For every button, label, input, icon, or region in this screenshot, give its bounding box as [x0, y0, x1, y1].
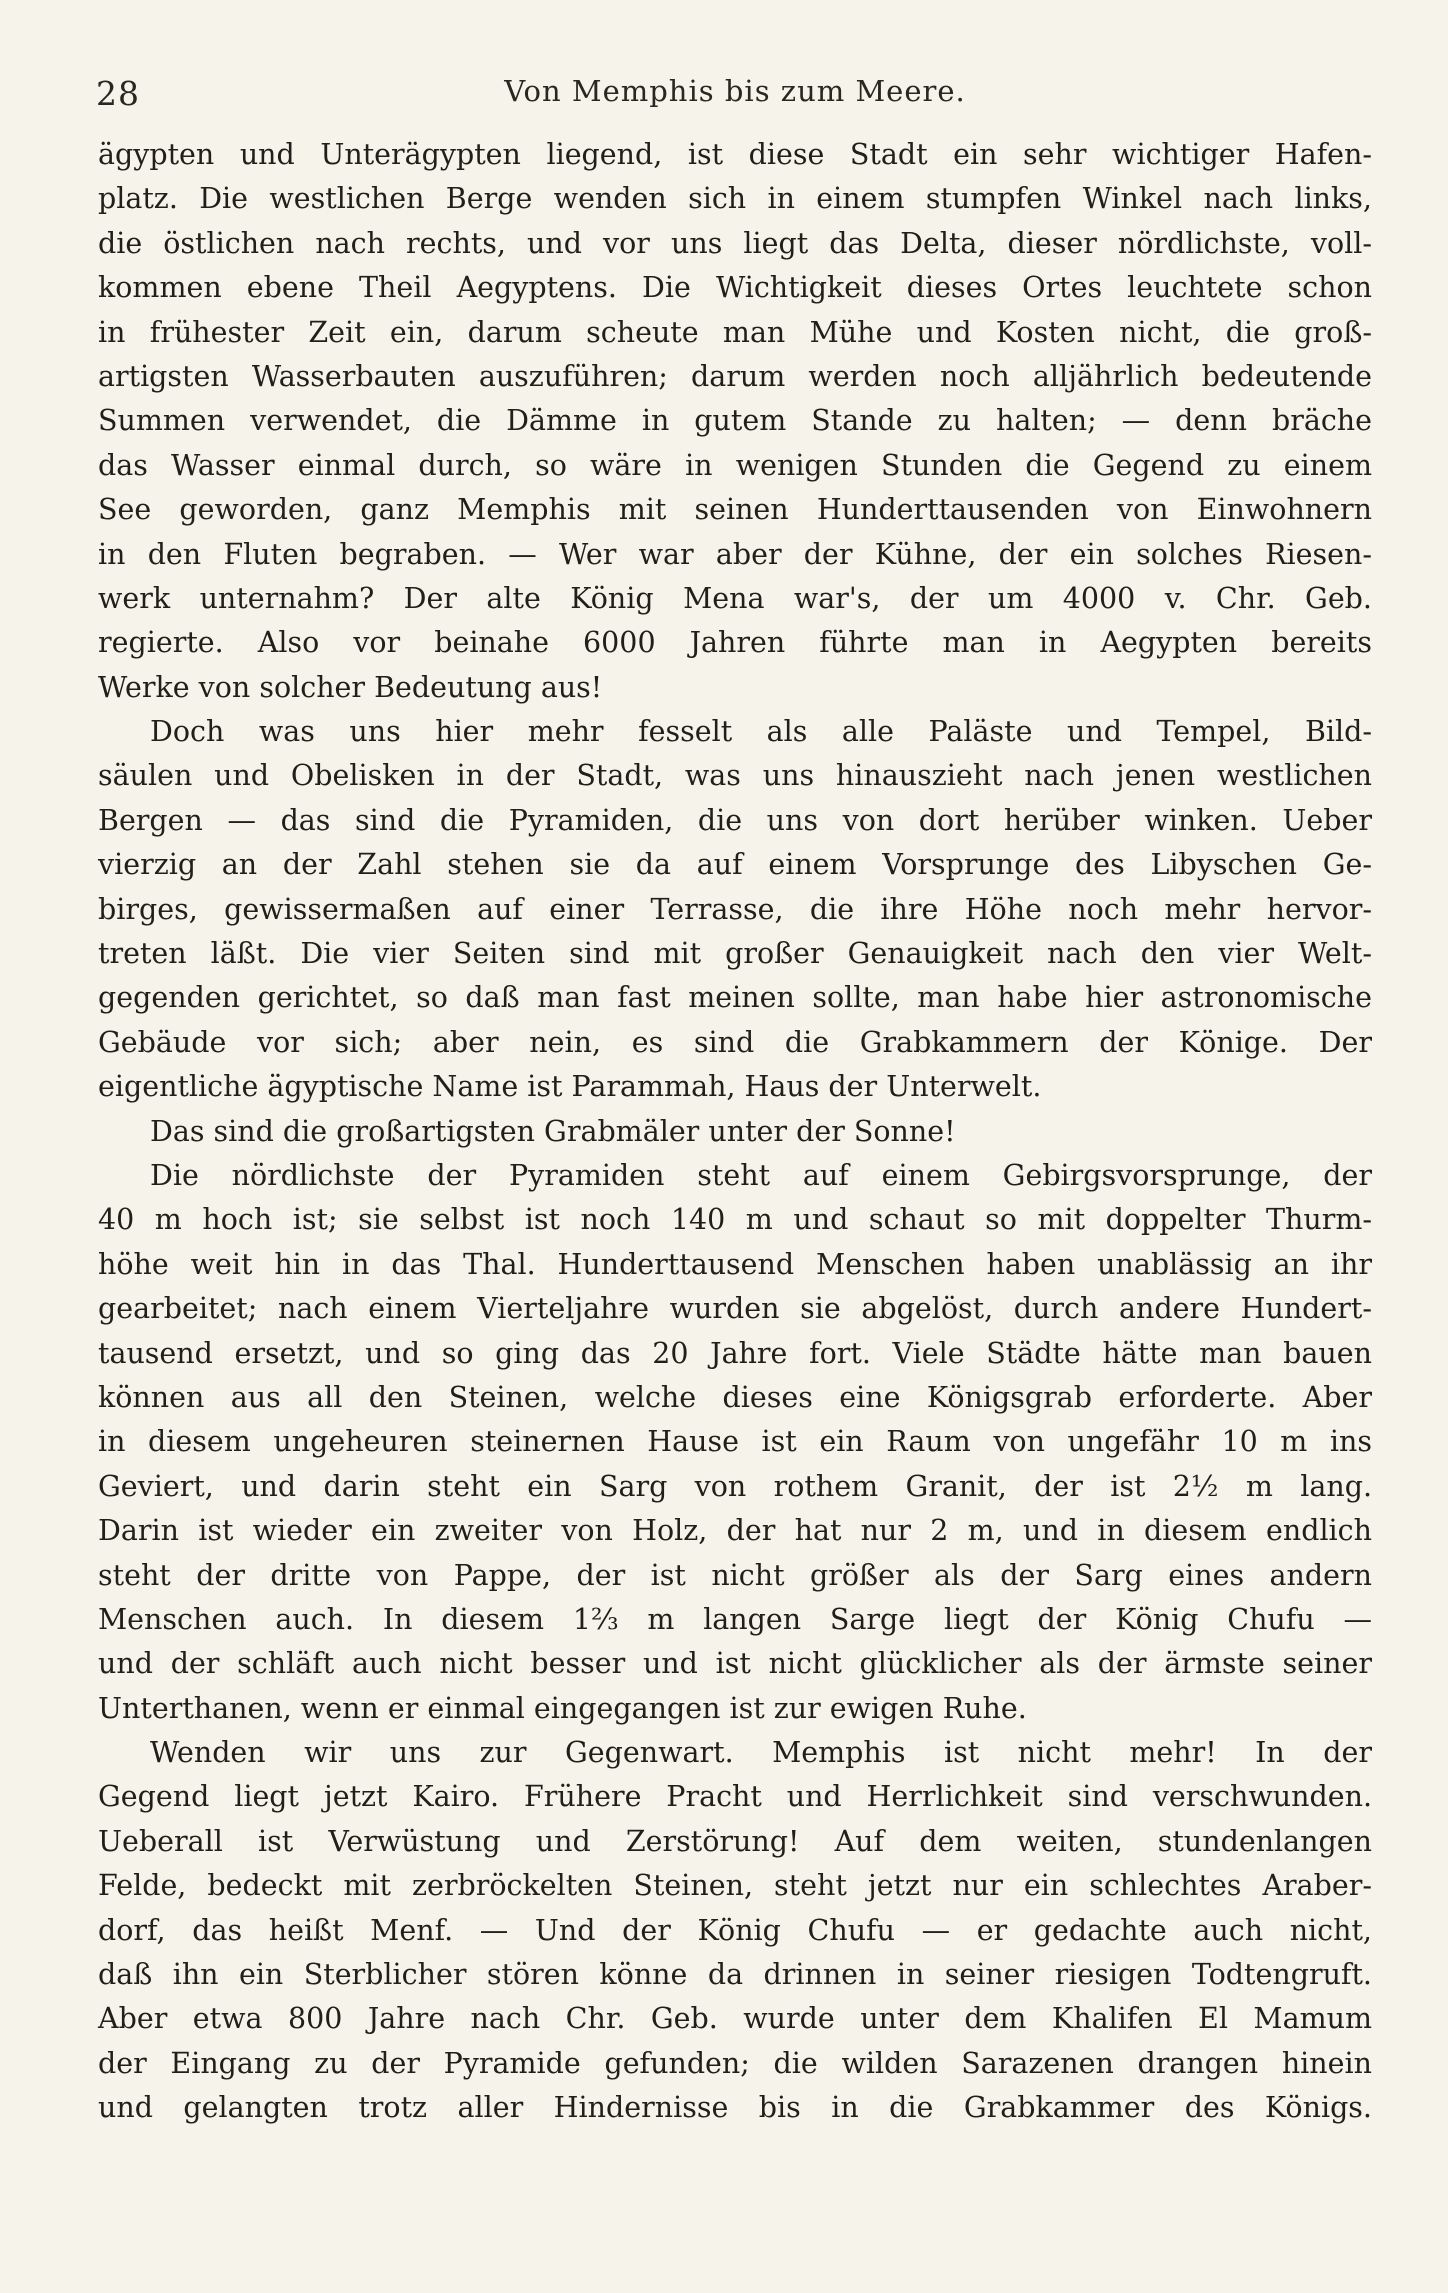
text-line: Aber etwa 800 Jahre nach Chr. Geb. wurde unter dem Khalifen El Mamum [98, 2002, 1372, 2036]
running-title: Von Memphis bis zum Meere. [504, 74, 966, 108]
text-line: und der schläft auch nicht besser und ist nicht glücklicher als der ärmste seiner [98, 1647, 1372, 1681]
text-line: säulen und Obelisken in der Stadt, was uns hinauszieht nach jenen westlichen [98, 759, 1372, 793]
text-line: können aus all den Steinen, welche dieses eine Königsgrab erforderte. Aber [98, 1380, 1372, 1414]
text-line: eigentliche ägyptische Name ist Parammah, Haus der Unterwelt. [98, 1070, 1042, 1104]
text-line: höhe weit hin in das Thal. Hunderttausend Menschen haben unablässig an ihr [98, 1247, 1372, 1281]
text-line: Menschen auch. In diesem 1⅔ m langen Sarge liegt der König Chufu — [98, 1602, 1372, 1636]
text-line: Summen verwendet, die Dämme in gutem Stande zu halten; — denn bräche [98, 404, 1372, 438]
text-line: Wenden wir uns zur Gegenwart. Memphis ist nicht mehr! In der [150, 1736, 1372, 1770]
text-line: in diesem ungeheuren steinernen Hause ist ein Raum von ungefähr 10 m ins [98, 1425, 1372, 1459]
text-line: Gebäude vor sich; aber nein, es sind die Grabkammern der Könige. Der [98, 1025, 1372, 1059]
text-line: Die nördlichste der Pyramiden steht auf einem Gebirgsvorsprunge, der [150, 1158, 1372, 1192]
text-line: Darin ist wieder ein zweiter von Holz, der hat nur 2 m, und in diesem endlich [98, 1514, 1372, 1548]
text-line: birges, gewissermaßen auf einer Terrasse, die ihre Höhe noch mehr hervor- [98, 892, 1372, 926]
text-line: Geviert, und darin steht ein Sarg von rothem Granit, der ist 2½ m lang. [98, 1469, 1372, 1503]
text-line: daß ihn ein Sterblicher stören könne da drinnen in seiner riesigen Todtengruft. [98, 1958, 1372, 1992]
text-line: das Wasser einmal durch, so wäre in wenigen Stunden die Gegend zu einem [98, 448, 1372, 482]
text-line: artigsten Wasserbauten auszuführen; darum werden noch alljährlich bedeutende [98, 359, 1372, 393]
text-line: platz. Die westlichen Berge wenden sich in einem stumpfen Winkel nach links, [98, 182, 1372, 216]
text-line: und gelangten trotz aller Hindernisse bis in die Grabkammer des Königs. [98, 2091, 1372, 2125]
text-line: 40 m hoch ist; sie selbst ist noch 140 m und schaut so mit doppelter Thurm- [98, 1203, 1372, 1237]
page-number: 28 [96, 74, 140, 113]
text-line: Ueberall ist Verwüstung und Zerstörung! Auf dem weiten, stundenlangen [98, 1824, 1372, 1858]
text-line: treten läßt. Die vier Seiten sind mit großer Genauigkeit nach den vier Welt- [98, 937, 1372, 971]
text-line: gearbeitet; nach einem Vierteljahre wurden sie abgelöst, durch andere Hundert- [98, 1292, 1372, 1326]
text-line: regierte. Also vor beinahe 6000 Jahren führte man in Aegypten bereits [98, 626, 1372, 660]
page-header [96, 68, 1374, 118]
text-line: Gegend liegt jetzt Kairo. Frühere Pracht und Herrlichkeit sind verschwunden. [98, 1780, 1372, 1814]
text-line: Bergen — das sind die Pyramiden, die uns von dort herüber winken. Ueber [98, 803, 1372, 837]
text-line: werk unternahm? Der alte König Mena war's, der um 4000 v. Chr. Geb. [98, 581, 1372, 615]
text-line: Werke von solcher Bedeutung aus! [98, 670, 603, 704]
body-text [98, 133, 1372, 2131]
text-line: Felde, bedeckt mit zerbröckelten Steinen, steht jetzt nur ein schlechtes Araber- [98, 1869, 1372, 1903]
text-line: gegenden gerichtet, so daß man fast meinen sollte, man habe hier astronomische [98, 981, 1372, 1015]
text-line: kommen ebene Theil Aegyptens. Die Wichtigkeit dieses Ortes leuchtete schon [98, 271, 1372, 305]
text-line: steht der dritte von Pappe, der ist nicht größer als der Sarg eines andern [98, 1558, 1372, 1592]
text-line: See geworden, ganz Memphis mit seinen Hunderttausenden von Einwohnern [98, 493, 1372, 527]
text-line: vierzig an der Zahl stehen sie da auf einem Vorsprunge des Libyschen Ge- [98, 848, 1372, 882]
text-line: tausend ersetzt, und so ging das 20 Jahre fort. Viele Städte hätte man bauen [98, 1336, 1372, 1370]
text-line: in den Fluten begraben. — Wer war aber der Kühne, der ein solches Riesen- [98, 537, 1372, 571]
text-line: der Eingang zu der Pyramide gefunden; die wilden Sarazenen drangen hinein [98, 2046, 1372, 2080]
text-line: Das sind die großartigsten Grabmäler unter der Sonne! [150, 1114, 956, 1148]
text-line: Doch was uns hier mehr fesselt als alle Paläste und Tempel, Bild- [150, 715, 1372, 749]
text-line: Unterthanen, wenn er einmal eingegangen ist zur ewigen Ruhe. [98, 1691, 1027, 1725]
text-line: die östlichen nach rechts, und vor uns liegt das Delta, dieser nördlichste, voll- [98, 226, 1372, 260]
text-line: ägypten und Unterägypten liegend, ist diese Stadt ein sehr wichtiger Hafen- [98, 138, 1372, 171]
text-line: dorf, das heißt Menf. — Und der König Chufu — er gedachte auch nicht, [98, 1913, 1372, 1947]
text-line: in frühester Zeit ein, darum scheute man Mühe und Kosten nicht, die groß- [98, 315, 1372, 349]
